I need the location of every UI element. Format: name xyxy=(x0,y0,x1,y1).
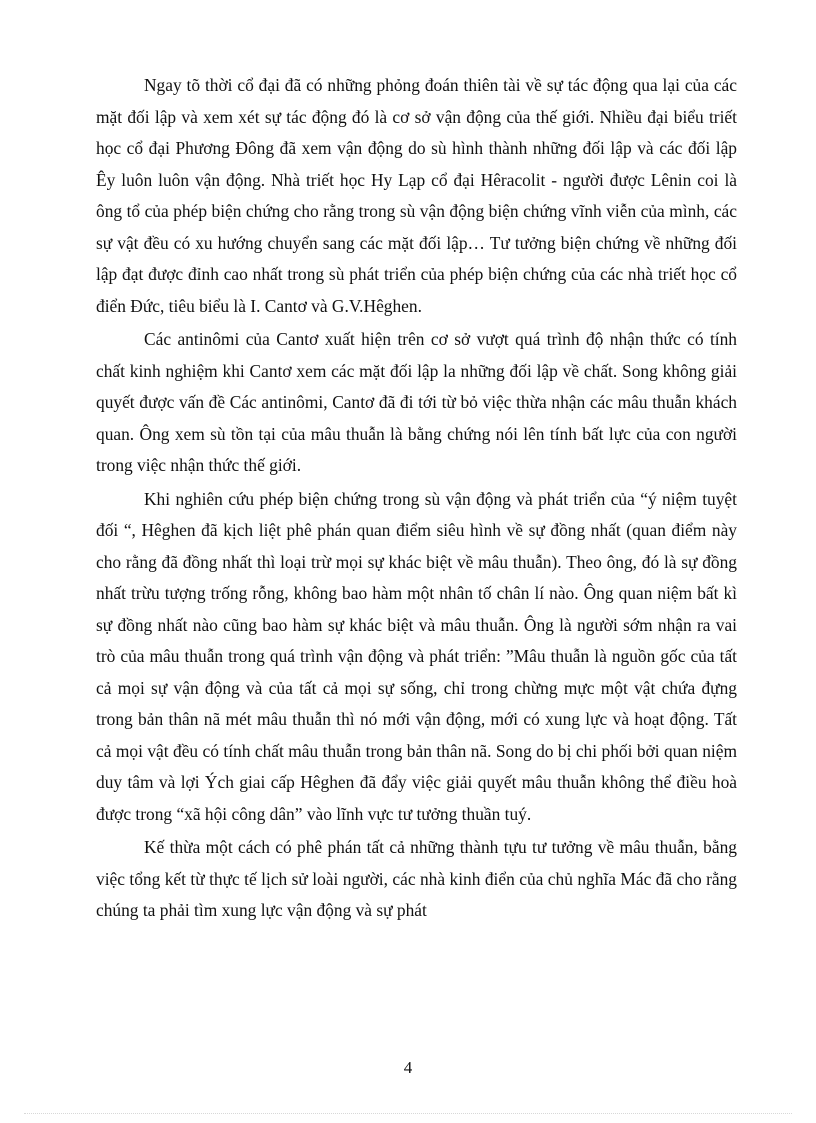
paragraph-ancient-dialectics: Ngay tõ thời cổ đại đã có những phỏng đoán thiên tài về sự tác động qua lại của các mặt đối lập và xem xét sự tác động đó là cơ sở vận động của thế giới. Nhiều đại biểu triết học cổ đại Phương Đông đã xem vận động do sù hình thành những đối lập và các đối lập Êy luôn luôn vận động. Nhà triết học Hy Lạp cổ đại Hêracolit - người được Lênin coi là ông tổ của phép biện chứng cho rằng trong sù vận động biện chứng vĩnh viễn của mình, các sự vật đều có xu hướng chuyển sang các mặt đối lập… Tư tưởng biện chứng về những đối lập đạt được đỉnh cao nhất trong sù phát triển của phép biện chứng của các nhà triết học cổ điển Đức, tiêu biểu là I. Cantơ và G.V.Hêghen. xyxy=(96,75,737,316)
page-body xyxy=(96,70,737,927)
paragraph-marxist-inheritance: Kế thừa một cách có phê phán tất cả những thành tựu tư tưởng về mâu thuẫn, bằng việc tổng kết từ thực tế lịch sử loài người, các nhà kinh điển của chủ nghĩa Mác đã cho rằng chúng ta phải tìm xung lực vận động và sự phát xyxy=(96,837,737,920)
paragraph-kant-antinomies: Các antinômi của Cantơ xuất hiện trên cơ sở vượt quá trình độ nhận thức có tính chất kinh nghiệm khi Cantơ xem các mặt đối lập la những đối lập về chất. Song không giải quyết được vấn đề Các antinômi, Cantơ đã đi tới từ bỏ việc thừa nhận các mâu thuẫn khách quan. Ông xem sù tồn tại của mâu thuẫn là bằng chứng nói lên tính bất lực của con người trong việc nhận thức thế giới. xyxy=(96,329,737,475)
paragraph-hegel-contradiction: Khi nghiên cứu phép biện chứng trong sù vận động và phát triển của “ý niệm tuyệt đối “, Hêghen đã kịch liệt phê phán quan điểm siêu hình về sự đồng nhất (quan điểm này cho rằng đã đồng nhất thì loại trừ mọi sự khác biệt về mâu thuẫn). Theo ông, đó là sự đồng nhất trừu tượng trống rỗng, không bao hàm một nhân tố chân lí nào. Ông quan niệm bất kì sự đồng nhất nào cũng bao hàm sự khác biệt và mâu thuẫn. Ông là người sớm nhận ra vai trò của mâu thuẫn trong quá trình vận động và phát triển: ”Mâu thuẫn là nguồn gốc của tất cả mọi sự vận động và của tất cả mọi sự sống, chỉ trong chừng mực một vật chứa đựng trong bản thân nã mét mâu thuẫn thì nó mới vận động, mới có xung lực và hoạt động. Tất cả mọi vật đều có tính chất mâu thuẫn trong bản thân nã. Song do bị chi phối bởi quan niệm duy tâm và lợi Ých giai cấp Hêghen đã đẩy việc giải quyết mâu thuẫn không thể điều hoà được trong “xã hội công dân” vào lĩnh vực tư tưởng thuần tuý. xyxy=(96,488,737,824)
page-number: 4 xyxy=(403,1058,413,1077)
page-bottom-divider xyxy=(24,1113,792,1114)
